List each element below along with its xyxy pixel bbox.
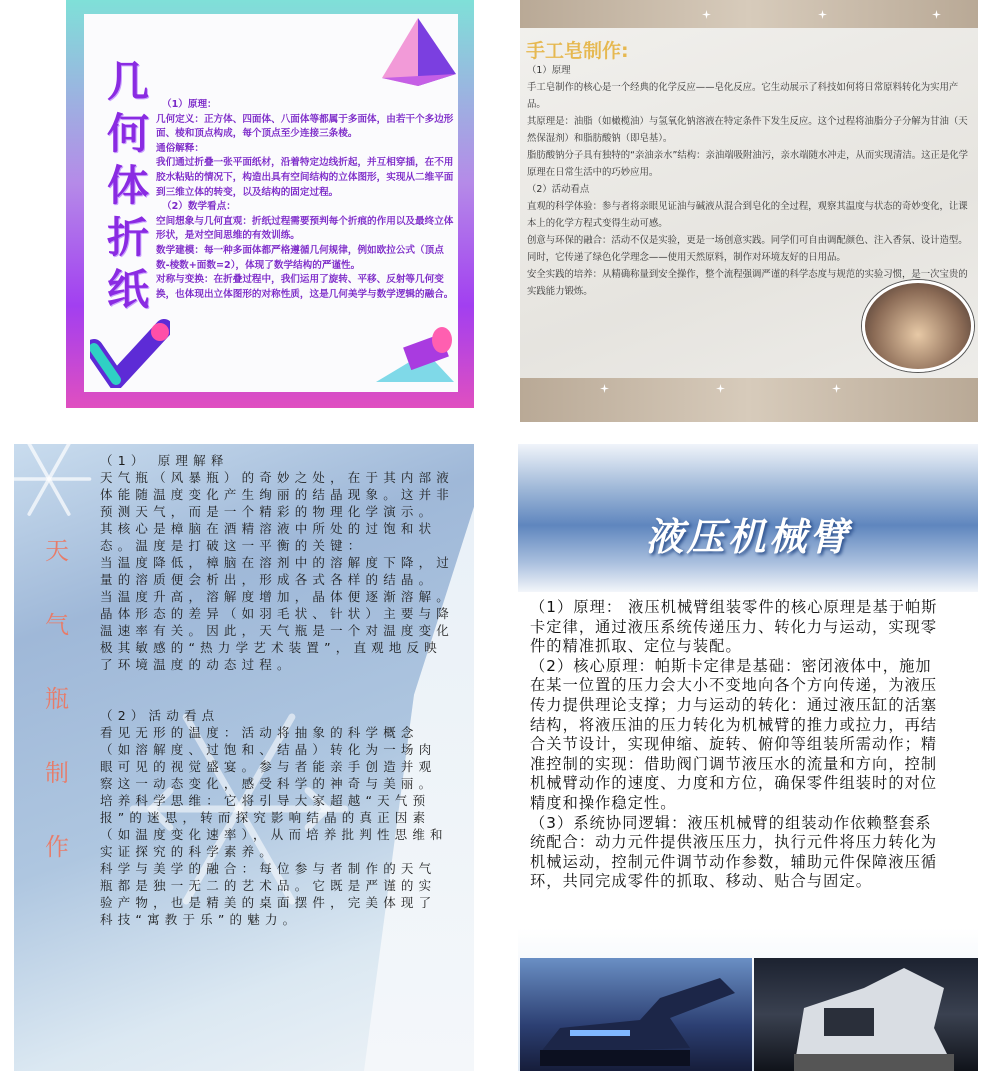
soap-title: 手工皂制作: [526,40,629,62]
text-line: 制 [45,759,69,787]
text-line: （2）活动看点 [527,184,590,195]
text-line: 机械运动，控制元件调节动作参数，辅助元件保障液压循 [530,852,938,871]
excavator-photo [754,958,978,1071]
text-line: 极其敏感的“热力学艺术装置”，直观地反映 [100,640,442,655]
sparkle-icon [818,10,827,19]
text-line: 在某一位置的压力会大小不变地向各个方向传递，为液压 [530,676,938,695]
text-line: 瓶都是独一无二的艺术品。它既是严谨的实 [100,878,437,893]
text-line: （2）核心原理：帕斯卡定律是基础：密闭液体中，施加 [530,656,932,675]
text-line: 体能随温度变化产生绚丽的结晶现象。这并非 [100,487,455,502]
text-line: 作 [45,833,69,861]
checkmark-shape-icon [90,318,170,388]
text-line: 看见无形的温度：活动将抽象的科学概念 [100,725,419,740]
text-line: 数学建模：每一种多面体都严格遵循几何规律，例如欧拉公式（顶点数-棱数+面数=2），体现了数学结构的严谨性。 [156,244,444,271]
excavator-images [518,928,978,1071]
text-line: 传力提供理论支撑；力与运动的转化：通过液压缸的活塞 [530,695,938,714]
soap-poster [520,0,978,422]
sparkle-icon [716,384,725,393]
text-line: 温速率有关。因此，天气瓶是一个对温度变化 [100,623,455,638]
sparkle-icon [932,10,941,19]
weather-bottle-poster [14,444,474,1071]
text-line: （1）原理 [527,65,571,76]
text-line: 验产物，也是精美的桌面摆件，完美体现了 [100,895,437,910]
text-line: （如溶解度、过饱和、结晶）转化为一场肉 [100,742,437,757]
text-line: 创意与环保的融合：活动不仅是实验，更是一场创意实践。同学们可自由调配颜色、注入香氛、设计造型。同时，它传递了绿色化学理念——使用天然原料，制作对环境友好的日用品。 [527,235,968,263]
text-line: 其原理是：油脂（如橄榄油）与氢氧化钠溶液在特定条件下发生反应。这个过程将油脂分子分解为甘油（天然保湿剂）和脂肪酸钠（即皂基）。 [527,116,968,144]
text-line: 量的溶质便会析出，形成各式各样的结晶。 [100,572,437,587]
text-line: 合关节设计，实现伸缩、旋转、俯仰等组装所需动作；精 [530,735,938,754]
soap-photo [862,280,974,372]
text-line: 结构，将液压油的压力转化为机械臂的推力或拉力，再结 [530,715,938,734]
text-line: 态。温度是打破这一平衡的关键： [100,538,366,553]
text-line [100,673,472,690]
pyramid-icon [378,16,458,88]
text-line: 脂肪酸钠分子具有独特的“亲油亲水”结构：亲油端吸附油污，亲水端随水冲走，从而实现清洁。这正是化学原理在日常生活中的巧妙应用。 [527,150,968,178]
hydraulic-arm-poster [518,444,978,1071]
text-line: 气 [45,611,69,639]
text-line: 精度和操作稳定性。 [530,793,677,812]
text-line: 统配合：动力元件提供液压压力，执行元件将压力转化为 [530,833,938,852]
cylinder-shape-icon [366,322,456,388]
sparkle-icon [600,384,609,393]
text-line: 了环境温度的动态过程。 [100,657,295,672]
text-line: 天 [45,537,69,565]
text-line: 其核心是樟脑在酒精溶液中所处的过饱和状 [100,521,437,536]
text-line: 机械臂动作的速度、力度和方位，确保零件组装时的对位 [530,774,938,793]
weather-title [42,514,72,884]
text-line: 培养科学思维：它将引导大家超越“天气预 [100,793,431,808]
text-line: 实证探究的科学素养。 [100,844,278,859]
text-line: 当温度降低，樟脑在溶剂中的溶解度下降，过 [100,555,455,570]
text-line: （1） 原理解释 [100,453,229,468]
hydraulic-title: 液压机械臂 [645,515,851,559]
text-line: 我们通过折叠一张平面纸材，沿着特定边线折起，并互相穿插，在不用胶水粘贴的情况下，构造出具有空间结构的立体图形，实现从二维平面到三维立体的转变，以及结构的固定过程。 [156,157,454,198]
text-line: 预测天气，而是一个精彩的物理化学演示。 [100,504,437,519]
excavator-icon [754,958,978,1071]
excavator-icon [520,958,752,1071]
text-line: （3）系统协同逻辑：液压机械臂的组装动作依赖整套系 [530,813,932,832]
text-line: 卡定律，通过液压系统传递压力、转化力与运动，实现零 [530,617,938,636]
origami-poster [66,0,474,408]
bottom-band [520,378,978,422]
snowflake-icon [14,444,94,524]
text-line: 眼可见的视觉盛宴。参与者能亲手创造并观 [100,759,437,774]
text-line: 对称与变换：在折叠过程中，我们运用了旋转、平移、反射等几何变换，也体现出立体图形的对称性质，这是几何美学与数学逻辑的融合。 [156,274,454,300]
text-line: （2）数学看点： [162,201,236,213]
origami-body [156,98,456,302]
text-line: 当温度升高，溶解度增加，晶体便逐渐溶解。 [100,589,455,604]
weather-body [100,452,472,928]
hydraulic-body [530,598,976,892]
text-line: 件的精准抓取、定位与装配。 [530,637,742,656]
sparkle-icon [702,10,711,19]
text-line: 准控制的实现：借助阀门调节液压水的流量和方向，控制 [530,754,938,773]
text-line: 手工皂制作的核心是一个经典的化学反应——皂化反应。它生动展示了科技如何将日常原料转化为实用产品。 [527,82,959,110]
top-band [520,0,978,28]
text-line: （1）原理： 液压机械臂组装零件的核心原理是基于帕斯 [530,598,938,616]
text-line [100,690,472,707]
text-line: 几何定义：正方体、四面体、八面体等都属于多面体，由若干个多边形面、棱和顶点构成，每个顶点至少连接三条棱。 [156,113,454,140]
text-line: 安全实践的培养：从精确称量到安全操作，整个流程强调严谨的科学态度与规范的实验习惯，是一次宝贵的实践能力锻炼。 [527,269,968,297]
origami-title: 几何体折纸 [106,57,149,314]
text-line: 科学与美学的融合：每位参与者制作的天气 [100,861,437,876]
sparkle-icon [832,384,841,393]
text-line: 通俗解释： [156,142,204,154]
origami-poster-inner [84,14,458,392]
soap-body [527,62,975,300]
text-line: （1）原理： [162,99,217,110]
text-line: 科技“寓教于乐”的魅力。 [100,912,301,927]
text-line: （如温度变化速率），从而培养批判性思维和 [100,827,448,842]
text-line: （2）活动看点 [100,708,220,723]
text-line: 环，共同完成零件的抓取、移动、贴合与固定。 [530,872,873,891]
text-line: 天气瓶（风暴瓶）的奇妙之处，在于其内部液 [100,470,455,485]
text-line: 察这一动态变化，感受科学的神奇与美丽。 [100,776,437,791]
text-line: 直观的科学体验：参与者将亲眼见证油与碱液从混合到皂化的全过程，观察其温度与状态的奇妙变化，让课本上的化学方程式变得生动可感。 [527,201,968,229]
text-line: 瓶 [45,685,69,713]
text-line: 空间想象与几何直观：折纸过程需要预判每个折痕的作用以及最终立体形状，是对空间思维的有效训练。 [156,215,454,242]
excavator-photo [520,958,752,1071]
text-line: 报”的迷思，转而探究影响结晶的真正因素 [100,810,431,825]
text-line: 晶体形态的差异（如羽毛状、针状）主要与降 [100,606,455,621]
